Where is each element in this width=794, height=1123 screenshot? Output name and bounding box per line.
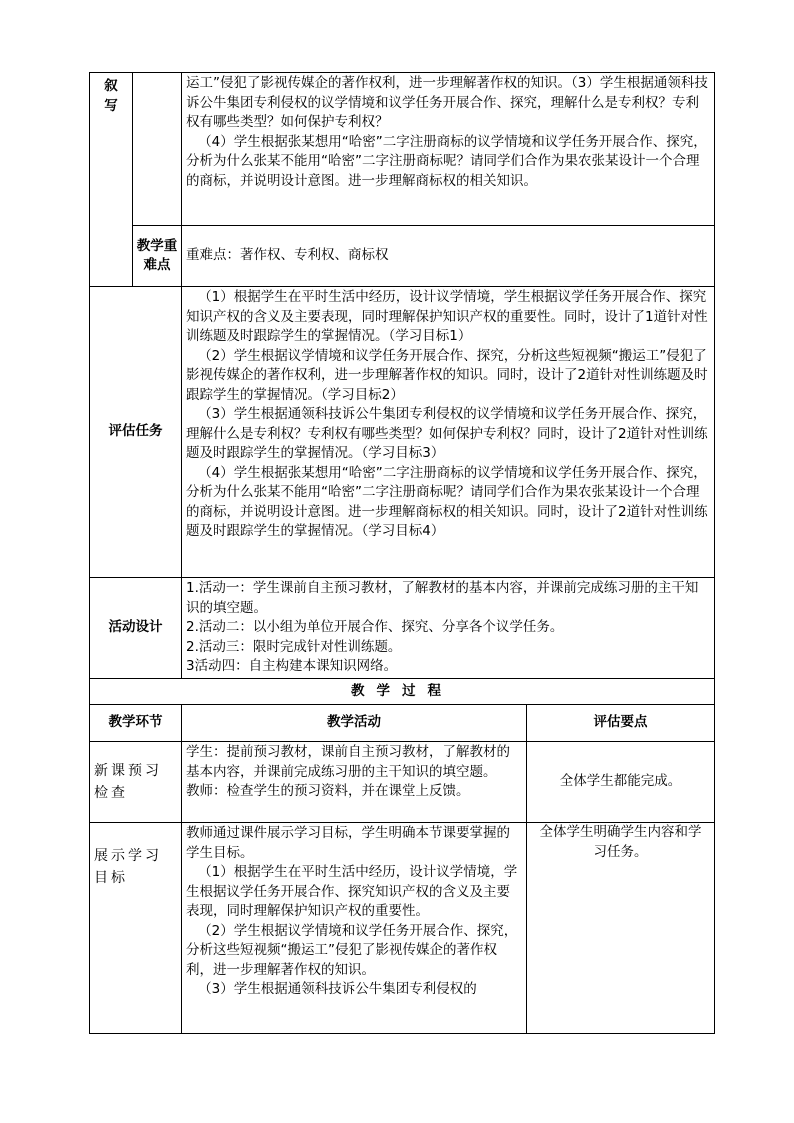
- lesson-plan-page: [89, 72, 714, 1034]
- narrative-row: [90, 73, 715, 226]
- stage-cell: 新课预习检查: [90, 742, 182, 823]
- activity-para: （3）学生根据通领科技诉公牛集团专利侵权的: [198, 981, 477, 997]
- header-eval: 评估要点: [527, 705, 715, 742]
- activity-item: 2.活动二：以小组为单位开展合作、探究、分享各个议学任务。: [186, 619, 564, 635]
- stage-cell: 展示学习目标: [90, 823, 182, 1034]
- table-row: [90, 742, 715, 823]
- activity-item: 1.活动一：学生课前自主预习教材，了解教材的基本内容，并课前完成练习册的主干知识的填空题。: [186, 580, 699, 616]
- table-row: [90, 823, 715, 1034]
- key-points-label: 教学重难点: [133, 226, 182, 287]
- assessment-para-4: （4）学生根据张某想用“哈密”二字注册商标的议学情境和议学任务开展合作、探究，分析为什么张某不能用“哈密”二字注册商标呢？请同学们合作为果农张某设计一个合理的商标，并说明设计意图。进一步理解商标权的相关知识。同时，设计了2道针对性训练题及时跟踪学生的掌握情况。（学习目标4）: [186, 464, 708, 539]
- eval-cell: 全体学生都能完成。: [527, 742, 715, 823]
- process-header-row: [90, 705, 715, 742]
- assessment-label: 评估任务: [90, 287, 182, 578]
- narrative-para-1: 运工”侵犯了影视传媒企的著作权利，进一步理解著作权的知识。（3）学生根据通领科技诉公牛集团专利侵权的议学情境和议学任务开展合作、探究，理解什么是专利权？专利权有哪些类型？如何保护专利权？: [186, 75, 708, 130]
- assessment-para-2: （2）学生根据议学情境和议学任务开展合作、探究，分析这些短视频“搬运工”侵犯了影视传媒企的著作权利，进一步理解著作权的知识。同时，设计了2道针对性训练题及时跟踪学生的掌握情况。（学习目标2）: [186, 347, 708, 403]
- assessment-para-3: （3）学生根据通领科技诉公牛集团专利侵权的议学情境和议学任务开展合作、探究，理解什么是专利权？专利权有哪些类型？如何保护专利权？同时，设计了2道针对性训练题及时跟踪学生的掌握情况。（学习目标3）: [186, 406, 708, 461]
- narrative-blank-cell: [133, 73, 182, 226]
- activity-label: 活动设计: [90, 578, 182, 679]
- activity-para: （1）根据学生在平时生活中经历，设计议学情境，学生根据议学任务开展合作、探究知识产权的含义及主要表现，同时理解保护知识产权的重要性。: [186, 864, 518, 919]
- assessment-content: [182, 287, 715, 578]
- header-stage: 教学环节: [90, 705, 182, 742]
- process-title-row: [90, 678, 715, 705]
- assessment-para-1: （1）根据学生在平时生活中经历，设计议学情境，学生根据议学任务开展合作、探究知识产权的含义及主要表现，同时理解保护知识产权的重要性。同时，设计了1道针对性训练题及时跟踪学生的掌握情况。（学习目标1）: [186, 289, 708, 344]
- key-points-text: 重难点：著作权、专利权、商标权: [182, 226, 715, 287]
- process-title: 教学过程: [90, 678, 715, 705]
- narrative-content: [182, 73, 715, 226]
- header-activity: 教学活动: [182, 705, 527, 742]
- narrative-para-2: （4）学生根据张某想用“哈密”二字注册商标的议学情境和议学任务开展合作、探究，分析为什么张某不能用“哈密”二字注册商标呢？请同学们合作为果农张某设计一个合理的商标，并说明设计意图。进一步理解商标权的相关知识。: [186, 133, 707, 189]
- activity-para: 学生：提前预习教材，课前自主预习教材，了解教材的基本内容，并课前完成练习册的主干知识的填空题。: [186, 744, 510, 780]
- key-points-row: [90, 226, 715, 287]
- activity-cell: [182, 742, 527, 823]
- eval-cell: 全体学生明确学生内容和学习任务。: [527, 823, 715, 1034]
- activity-cell: [182, 823, 527, 1034]
- activity-para: （2）学生根据议学情境和议学任务开展合作、探究，分析这些短视频“搬运工”侵犯了影视传媒企的著作权利，进一步理解著作权的知识。: [186, 922, 518, 978]
- activity-item: 3活动四：自主构建本课知识网络。: [186, 658, 398, 674]
- activity-para: 教师通过课件展示学习目标，学生明确本节课要掌握的学生目标。: [186, 825, 510, 861]
- activity-row: [90, 578, 715, 679]
- activity-content: [182, 578, 715, 679]
- lesson-plan-table: [89, 72, 715, 1034]
- narrative-label: 叙 写: [90, 73, 133, 287]
- activity-para: 教师：检查学生的预习资料，并在课堂上反馈。: [186, 783, 470, 799]
- assessment-row: [90, 287, 715, 578]
- activity-item: 2.活动三：限时完成针对性训练题。: [186, 638, 402, 655]
